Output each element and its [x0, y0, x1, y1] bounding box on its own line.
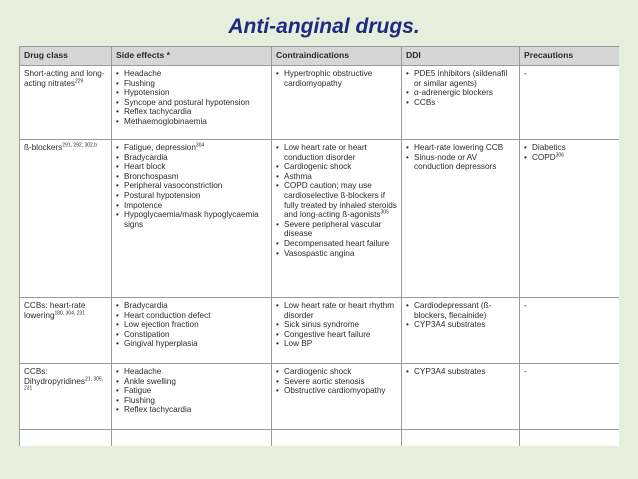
- slide-title: Anti-anginal drugs.: [228, 15, 420, 38]
- list-item: • Cardiogenic shock: [276, 162, 397, 172]
- list-item: • Hypertrophic obstructive cardiomyopathy: [276, 69, 397, 88]
- list-item: • Ankle swelling: [116, 377, 267, 387]
- list-item: • Flushing: [116, 79, 267, 89]
- list-item: • Flushing: [116, 396, 267, 406]
- precautions-cell: -: [520, 364, 620, 430]
- drug-class-cell: CCBs: Dihydropyridines$^{21, 305, 231}$: [20, 364, 112, 430]
- list-item: • Constipation: [116, 330, 267, 340]
- drug-class-cell: CCBs: heart-rate lowering$^{180, 304, 231}$: [20, 298, 112, 364]
- list-item: • Heart-rate lowering CCB: [406, 143, 515, 153]
- list-item: • CYP3A4 substrates: [406, 320, 515, 330]
- list-item: • Sinus-node or AV conduction depressors: [406, 153, 515, 172]
- ddi-cell: [402, 298, 520, 364]
- table-row: [20, 66, 620, 140]
- side-effects-cell: [112, 364, 272, 430]
- ddi-cell: [402, 364, 520, 430]
- list-item: • Gingival hyperplasia: [116, 339, 267, 349]
- table-row: [20, 298, 620, 364]
- list-item: • Headache: [116, 367, 267, 377]
- list-item: • Congestive heart failure: [276, 330, 397, 340]
- list-item: • Heart conduction defect: [116, 311, 267, 321]
- list-item: • Vasospastic angina: [276, 249, 397, 259]
- table-row: [20, 140, 620, 298]
- ddi-cell: [402, 66, 520, 140]
- list-item: • Reflex tachycardia: [116, 107, 267, 117]
- list-item: • Low heart rate or heart conduction disorder: [276, 143, 397, 162]
- list-item: • CCBs: [406, 98, 515, 108]
- list-item: • Bronchospasm: [116, 172, 267, 182]
- ddi-cell: [402, 140, 520, 298]
- list-item: • Fatigue, depression$^{304}$: [116, 143, 267, 153]
- list-item: • Cardiodepressant (ß-blockers, flecainide): [406, 301, 515, 320]
- list-item: • Impotence: [116, 201, 267, 211]
- list-item: • Heart block: [116, 162, 267, 172]
- precautions-cell: -: [520, 66, 620, 140]
- header-ddi: DDI: [402, 47, 520, 66]
- side-effects-cell: [112, 298, 272, 364]
- drug-class-cell: ß-blockers$^{291, 292, 302,b}$: [20, 140, 112, 298]
- list-item: • Methaemoglobinaemia: [116, 117, 267, 127]
- list-item: • Peripheral vasoconstriction: [116, 181, 267, 191]
- list-item: • Sick sinus syndrome: [276, 320, 397, 330]
- list-item: • Obstructive cardiomyopathy: [276, 386, 397, 396]
- list-item: • Bradycardia: [116, 153, 267, 163]
- list-item: • CYP3A4 substrates: [406, 367, 515, 377]
- list-item: • Diabetics: [524, 143, 615, 153]
- precautions-cell: [520, 140, 620, 298]
- drug-table-container: [19, 46, 619, 446]
- list-item: • Hypotension: [116, 88, 267, 98]
- side-effects-cell: [112, 66, 272, 140]
- header-contraindications: Contraindications: [272, 47, 402, 66]
- list-item: • Syncope and postural hypotension: [116, 98, 267, 108]
- list-item: • Hypoglycaemia/mask hypoglycaemia signs: [116, 210, 267, 229]
- header-drug-class: Drug class: [20, 47, 112, 66]
- header-side-effects: Side effects *: [112, 47, 272, 66]
- contraindications-cell: [272, 298, 402, 364]
- list-item: • PDE5 inhibitors (sildenafil or similar agents): [406, 69, 515, 88]
- contraindications-cell: [272, 66, 402, 140]
- list-item: • Asthma: [276, 172, 397, 182]
- list-item: • COPD$^{306}$: [524, 153, 615, 163]
- list-item: • Bradycardia: [116, 301, 267, 311]
- list-item: • Cardiogenic shock: [276, 367, 397, 377]
- contraindications-cell: [272, 140, 402, 298]
- list-item: • α-adrenergic blockers: [406, 88, 515, 98]
- list-item: • Fatigue: [116, 386, 267, 396]
- list-item: • Reflex tachycardia: [116, 405, 267, 415]
- list-item: • Low heart rate or heart rhythm disorder: [276, 301, 397, 320]
- table-header-row: [20, 47, 620, 66]
- table-row-empty: [20, 430, 620, 447]
- list-item: • Low ejection fraction: [116, 320, 267, 330]
- contraindications-cell: [272, 364, 402, 430]
- list-item: • COPD caution; may use cardioselective ß-blockers if fully treated by inhaled steroids and long-acting ß-agonists$^{305}$: [276, 181, 397, 219]
- drug-class-cell: Short-acting and long-acting nitrates$^{229}$: [20, 66, 112, 140]
- side-effects-cell: [112, 140, 272, 298]
- list-item: • Severe aortic stenosis: [276, 377, 397, 387]
- anti-anginal-drugs-table: [19, 46, 619, 446]
- list-item: • Severe peripheral vascular disease: [276, 220, 397, 239]
- list-item: • Postural hypotension: [116, 191, 267, 201]
- table-row: [20, 364, 620, 430]
- header-precautions: Precautions: [520, 47, 620, 66]
- list-item: • Headache: [116, 69, 267, 79]
- list-item: • Decompensated heart failure: [276, 239, 397, 249]
- precautions-cell: -: [520, 298, 620, 364]
- list-item: • Low BP: [276, 339, 397, 349]
